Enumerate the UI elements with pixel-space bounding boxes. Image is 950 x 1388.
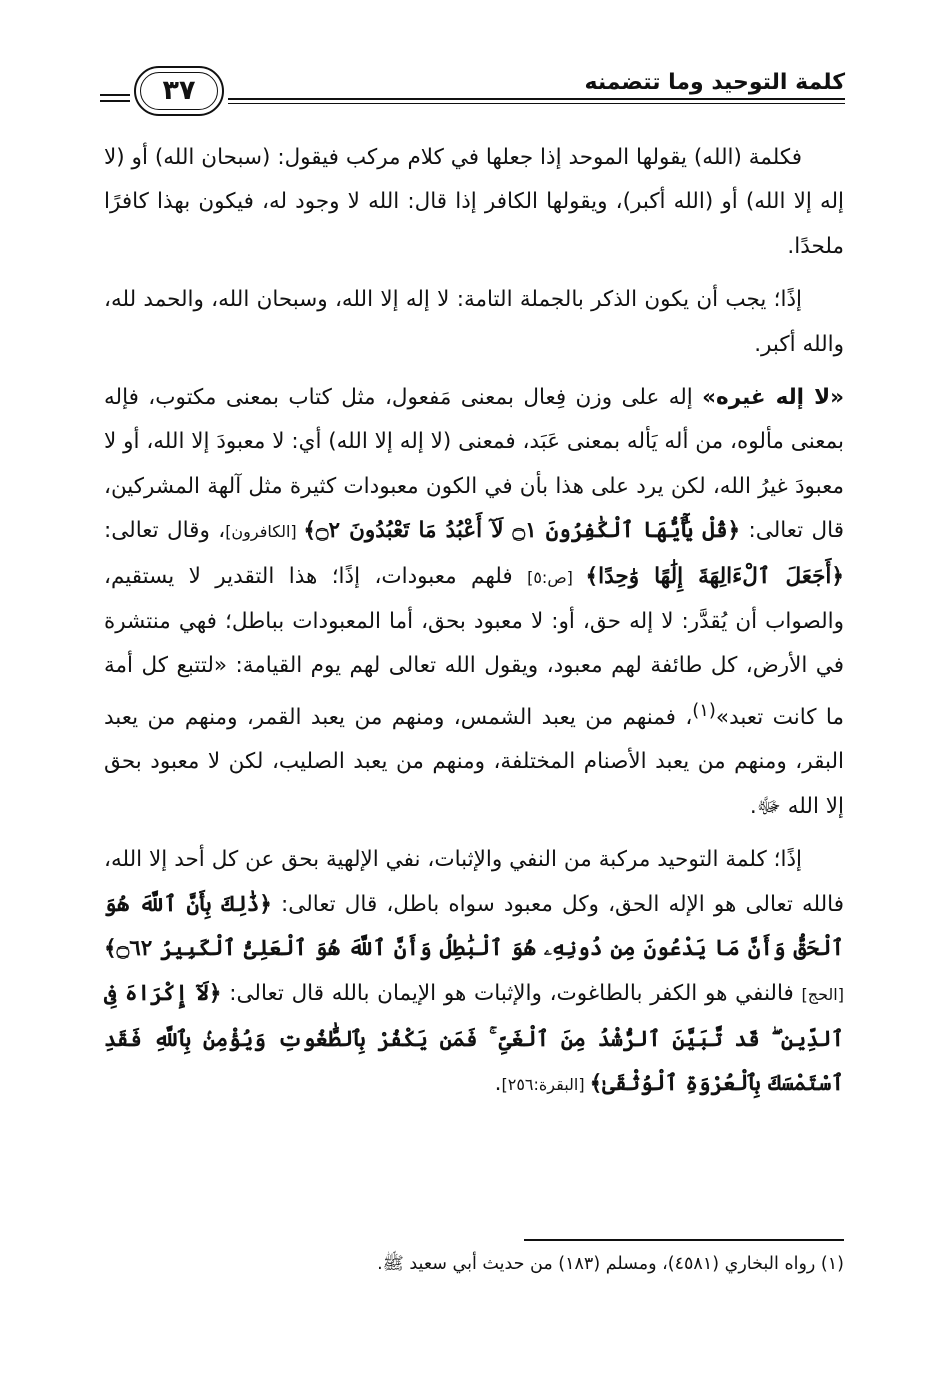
paragraph-lead-bold: «لا إله غيره» [702, 385, 844, 411]
header-rule [228, 98, 845, 100]
paragraph-3 [104, 376, 844, 829]
paragraph-text: فالنفي هو الكفر بالطاغوت، والإثبات هو الإيمان بالله قال تعالى: [221, 981, 802, 1007]
verse-reference: [ص:٥] [527, 567, 586, 587]
page-header [100, 62, 845, 120]
verse-reference: [البقرة:٢٥٦] [501, 1075, 590, 1095]
footnote-marker[interactable]: (١) [692, 699, 716, 721]
main-text [104, 136, 844, 1117]
page-number: ٣٧ [162, 75, 196, 106]
header-rule-thin [228, 103, 845, 104]
paragraph-2 [104, 278, 844, 367]
paragraph-text: . [494, 1071, 502, 1097]
verse-reference: [الحج] [801, 985, 844, 1005]
footnote: (١) رواه البخاري (٤٥٨١)، ومسلم (١٨٣) من حديث أبي سعيد ﷺ. [377, 1254, 844, 1274]
left-rule-top [100, 94, 130, 96]
paragraph-text: إذًا؛ كلمة التوحيد مركبة من النفي والإثبات، نفي الإلهية بحق عن كل أحد إلا الله، فالله تعالى هو الإله الحق، وكل معبود سواه باطل، قال تعالى: [104, 847, 845, 917]
quran-verse: ﴿لَآ إِكْرَاهَ فِى ٱلدِّينِ ۖ قَد تَّبَيَّنَ ٱلرُّشْدُ مِنَ ٱلْغَىِّ ۚ فَمَن يَكْفُرْ بِٱلطَّٰغُوتِ وَيُؤْمِنۢ بِٱللَّهِ فَقَدِ ٱسْتَمْسَكَ بِٱلْعُرْوَةِ ٱلْوُثْقَىٰ﴾ [104, 981, 844, 1097]
paragraph-text: فكلمة (الله) يقولها الموحد إذا جعلها في كلام مركب فيقول: (سبحان الله) أو (لا إله إلا الله) أو (الله أكبر)، ويقولها الكافر إذا قال: الله لا وجود له، فيكون بهذا كافرًا ملحدًا. [104, 145, 844, 259]
paragraph-text: إذًا؛ يجب أن يكون الذكر بالجملة التامة: لا إله إلا الله، وسبحان الله، والحمد لله، والله أكبر. [104, 287, 844, 357]
paragraph-text: ، فمنهم من يعبد الشمس، ومنهم من يعبد القمر، ومنهم من يعبد البقر، ومنهم من يعبد الأصنام المختلفة، ومنهم من يعبد الصليب، لكن لا معبود بحق إلا الله ﷻ. [104, 705, 844, 819]
running-title: كلمة التوحيد وما تتضمنه [584, 70, 845, 95]
paragraph-4 [104, 838, 844, 1107]
footnote-separator [524, 1239, 844, 1241]
quran-verse: ﴿قُلْ يَٰٓأَيُّهَا ٱلْكَٰفِرُونَ ۝١ لَآ أَعْبُدُ مَا تَعْبُدُونَ ۝٢﴾ [303, 518, 741, 544]
paragraph-text: فلهم معبودات، إذًا؛ هذا التقدير لا يستقيم، والصواب أن يُقدَّر: لا إله حق، أو: لا معبود بحق، أما المعبودات بباطل؛ فهي منتشرة في الأرض، كل طائفة لهم معبود، ويقول الله تعالى لهم يوم القيامة: «لتتبع كل أمة ما كانت تعبد» [104, 563, 844, 731]
paragraph-text: ، وقال تعالى: [104, 518, 226, 544]
paragraph-1 [104, 136, 844, 269]
verse-reference: [الكافرون] [225, 522, 304, 542]
quran-verse: ﴿ذَٰلِكَ بِأَنَّ ٱللَّهَ هُوَ ٱلْحَقُّ وَأَنَّ مَا يَدْعُونَ مِن دُونِهِۦ هُوَ ٱلْبَٰطِلُ وَأَنَّ ٱللَّهَ هُوَ ٱلْعَلِىُّ ٱلْكَبِيرُ ۝٦٢﴾ [104, 891, 844, 962]
paragraph-text: إله على وزن فِعال بمعنى مَفعول، مثل كتاب بمعنى مكتوب، فإله بمعنى مألوه، من أله يَأله بمعنى عَبَد، فمعنى (لا إله إلا الله) أي: لا معبودَ إلا الله، أو لا معبودَ غيرُ الله، لكن يرد على هذا بأن في الكون معبودات كثيرة مثل آلهة المشركين، قال تعالى: [104, 385, 845, 544]
left-rule-bottom [100, 100, 130, 102]
page-number-frame [134, 66, 224, 116]
quran-verse: ﴿أَجَعَلَ ٱلْءَالِهَةَ إِلَٰهًا وَٰحِدًا﴾ [585, 563, 844, 589]
